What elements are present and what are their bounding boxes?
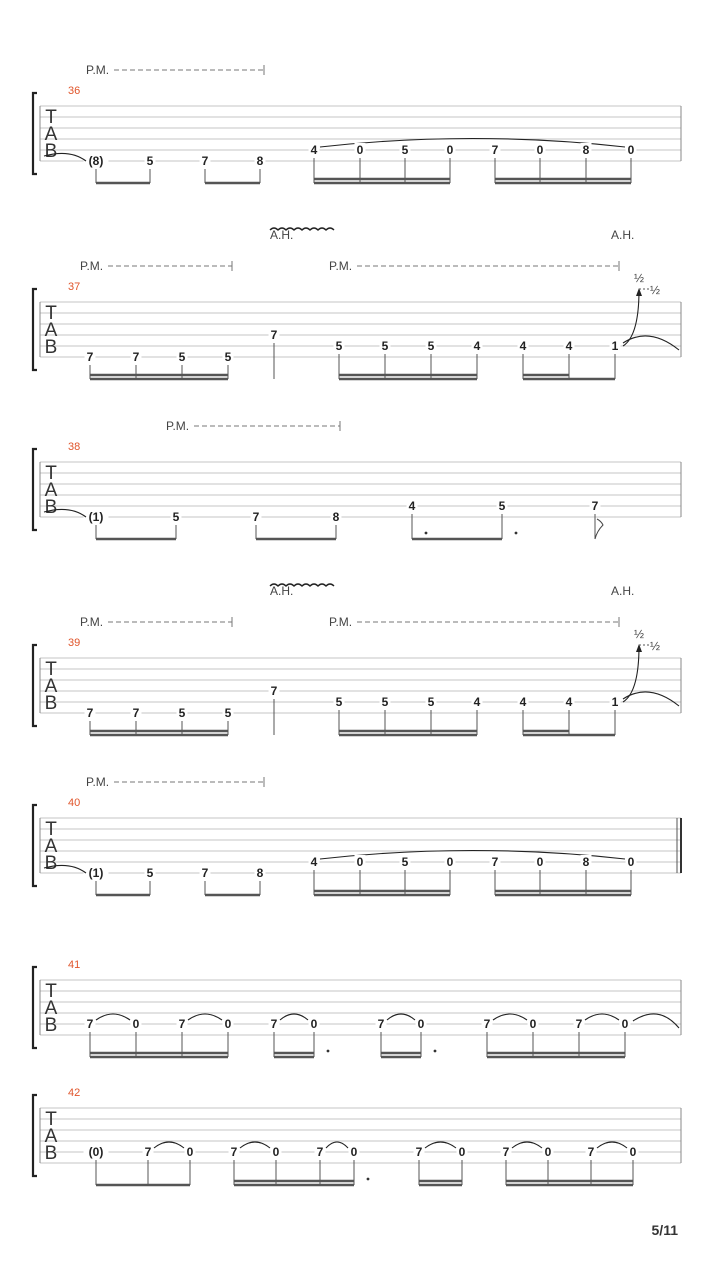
- fret-number: 7: [575, 1017, 583, 1031]
- fret-number: 5: [381, 339, 389, 353]
- measure-number: 36: [68, 85, 81, 97]
- slur-arc: [320, 139, 625, 148]
- tab-clef-letter: B: [44, 1143, 58, 1164]
- fret-number: 7: [201, 154, 209, 168]
- measure-number: 41: [68, 959, 81, 971]
- system-bracket: [33, 967, 37, 1048]
- rhythm-dot: [425, 532, 428, 535]
- measure-number: 37: [68, 281, 81, 293]
- fret-number: 7: [491, 855, 499, 869]
- fret-number: 1: [611, 695, 619, 709]
- fret-number: 7: [270, 684, 278, 698]
- tab-clef-letter: T: [45, 303, 57, 324]
- fret-number: 0: [446, 855, 454, 869]
- system-bracket: [33, 645, 37, 726]
- fret-number: 7: [483, 1017, 491, 1031]
- fret-number: 5: [172, 510, 180, 524]
- tab-system: [33, 228, 681, 379]
- fret-number: 4: [565, 339, 573, 353]
- system-bracket: [33, 449, 37, 530]
- fret-number: 7: [132, 350, 140, 364]
- artificial-harmonic-label: A.H.: [270, 228, 294, 242]
- fret-number: 0: [627, 855, 635, 869]
- fret-number: 7: [270, 1017, 278, 1031]
- fret-number: 4: [473, 695, 481, 709]
- tab-clef-letter: B: [44, 693, 58, 714]
- tab-clef-letter: A: [44, 480, 58, 501]
- rhythm-dot: [367, 1178, 370, 1181]
- tab-clef-letter: B: [44, 853, 58, 874]
- fret-number: 7: [591, 499, 599, 513]
- fret-number: 7: [415, 1145, 423, 1159]
- fret-number: 0: [186, 1145, 194, 1159]
- fret-number: 0: [224, 1017, 232, 1031]
- fret-number: 8: [256, 866, 264, 880]
- tab-clef-letter: B: [44, 141, 58, 162]
- palm-mute-label: P.M.: [329, 615, 353, 629]
- tab-clef-letter: A: [44, 124, 58, 145]
- tie-arc: [240, 1142, 270, 1148]
- fret-number: 4: [310, 143, 318, 157]
- tab-clef-letter: A: [44, 1126, 58, 1147]
- bend-amount-small: ½: [649, 283, 661, 297]
- bend-amount: ½: [633, 627, 645, 641]
- fret-number: 0: [529, 1017, 537, 1031]
- fret-number: 0: [356, 855, 364, 869]
- tie-arc: [585, 1014, 619, 1020]
- tab-clef-letter: A: [44, 320, 58, 341]
- fret-number: 8: [256, 154, 264, 168]
- fret-number: 7: [270, 328, 278, 342]
- fret-number: 4: [408, 499, 416, 513]
- tab-clef-letter: T: [45, 107, 57, 128]
- tab-clef-letter: T: [45, 819, 57, 840]
- tie-arc: [512, 1142, 542, 1148]
- fret-number: 0: [446, 143, 454, 157]
- tie-arc: [597, 1142, 627, 1148]
- palm-mute-label: P.M.: [166, 419, 190, 433]
- bend-amount: ½: [633, 271, 645, 285]
- fret-number: 5: [146, 866, 154, 880]
- tab-system: [33, 775, 681, 895]
- fret-number: 0: [310, 1017, 318, 1031]
- fret-number: 7: [502, 1145, 510, 1159]
- fret-number: 5: [224, 706, 232, 720]
- bend-arrow: [623, 646, 639, 702]
- system-bracket: [33, 1095, 37, 1176]
- fret-number: 0: [458, 1145, 466, 1159]
- fret-number: 7: [316, 1145, 324, 1159]
- tab-system: [33, 63, 681, 183]
- system-bracket: [33, 93, 37, 174]
- rhythm-dot: [327, 1050, 330, 1053]
- tab-clef-letter: A: [44, 836, 58, 857]
- fret-number: (1): [88, 510, 104, 524]
- tab-system: [33, 1087, 681, 1185]
- fret-number: 4: [473, 339, 481, 353]
- fret-number: 8: [582, 143, 590, 157]
- fret-number: 1: [611, 339, 619, 353]
- outgoing-tie: [623, 336, 679, 350]
- tie-arc: [188, 1014, 222, 1020]
- fret-number: 0: [356, 143, 364, 157]
- tab-systems: [33, 63, 681, 1185]
- fret-number: 4: [519, 339, 527, 353]
- system-bracket: [33, 805, 37, 886]
- fret-number: 7: [178, 1017, 186, 1031]
- fret-number: 0: [417, 1017, 425, 1031]
- fret-number: 5: [427, 339, 435, 353]
- fret-number: 0: [536, 143, 544, 157]
- tab-system: [33, 584, 681, 735]
- outgoing-tie: [623, 692, 679, 706]
- fret-number: 5: [427, 695, 435, 709]
- tie-arc: [326, 1142, 348, 1148]
- tab-clef-letter: T: [45, 1109, 57, 1130]
- tie-arc: [387, 1014, 415, 1020]
- fret-number: 5: [401, 143, 409, 157]
- palm-mute-label: P.M.: [329, 259, 353, 273]
- artificial-harmonic-label: A.H.: [270, 584, 294, 598]
- fret-number: (8): [88, 154, 104, 168]
- fret-number: (0): [88, 1145, 104, 1159]
- tab-clef-letter: B: [44, 337, 58, 358]
- palm-mute-label: P.M.: [80, 615, 104, 629]
- palm-mute-label: P.M.: [86, 775, 110, 789]
- tab-system: [33, 959, 681, 1057]
- tie-arc: [96, 1014, 130, 1020]
- page-number: 5/11: [651, 1222, 678, 1238]
- fret-number: 7: [230, 1145, 238, 1159]
- fret-number: 7: [201, 866, 209, 880]
- tab-clef-letter: B: [44, 1015, 58, 1036]
- tab-system: [33, 419, 681, 539]
- bend-arrow: [623, 290, 639, 346]
- fret-number: 5: [224, 350, 232, 364]
- tie-arc: [280, 1014, 308, 1020]
- fret-number: 0: [132, 1017, 140, 1031]
- fret-number: 0: [629, 1145, 637, 1159]
- rhythm-dot: [515, 532, 518, 535]
- fret-number: 0: [536, 855, 544, 869]
- tie-arc: [154, 1142, 184, 1148]
- fret-number: 7: [144, 1145, 152, 1159]
- fret-number: 5: [498, 499, 506, 513]
- fret-number: 5: [401, 855, 409, 869]
- fret-number: 7: [491, 143, 499, 157]
- fret-number: 7: [86, 706, 94, 720]
- outgoing-tie: [633, 1014, 679, 1028]
- fret-number: 7: [587, 1145, 595, 1159]
- note-flag: [595, 519, 603, 539]
- measure-number: 39: [68, 637, 81, 649]
- fret-number: 5: [381, 695, 389, 709]
- system-bracket: [33, 289, 37, 370]
- fret-number: 0: [621, 1017, 629, 1031]
- tab-clef-letter: B: [44, 497, 58, 518]
- fret-number: 0: [627, 143, 635, 157]
- palm-mute-label: P.M.: [80, 259, 104, 273]
- tab-clef-letter: T: [45, 463, 57, 484]
- fret-number: 7: [132, 706, 140, 720]
- fret-number: 0: [544, 1145, 552, 1159]
- fret-number: 0: [350, 1145, 358, 1159]
- tab-clef-letter: T: [45, 659, 57, 680]
- fret-number: 5: [335, 339, 343, 353]
- slur-arc: [320, 851, 625, 860]
- measure-number: 38: [68, 441, 81, 453]
- fret-number: 5: [178, 706, 186, 720]
- artificial-harmonic-label: A.H.: [611, 228, 635, 242]
- rhythm-dot: [434, 1050, 437, 1053]
- fret-number: 4: [565, 695, 573, 709]
- tab-clef-letter: A: [44, 676, 58, 697]
- measure-number: 42: [68, 1087, 81, 1099]
- bend-amount-small: ½: [649, 639, 661, 653]
- fret-number: 0: [272, 1145, 280, 1159]
- fret-number: 7: [86, 1017, 94, 1031]
- measure-number: 40: [68, 797, 81, 809]
- fret-number: 7: [252, 510, 260, 524]
- tab-clef-letter: T: [45, 981, 57, 1002]
- fret-number: 7: [377, 1017, 385, 1031]
- fret-number: 5: [335, 695, 343, 709]
- fret-number: 7: [86, 350, 94, 364]
- fret-number: 4: [310, 855, 318, 869]
- palm-mute-label: P.M.: [86, 63, 110, 77]
- fret-number: 4: [519, 695, 527, 709]
- tie-arc: [425, 1142, 456, 1148]
- fret-number: 8: [582, 855, 590, 869]
- fret-number: 5: [178, 350, 186, 364]
- fret-number: 5: [146, 154, 154, 168]
- tie-arc: [493, 1014, 527, 1020]
- artificial-harmonic-label: A.H.: [611, 584, 635, 598]
- fret-number: 8: [332, 510, 340, 524]
- tab-clef-letter: A: [44, 998, 58, 1019]
- fret-number: (1): [88, 866, 104, 880]
